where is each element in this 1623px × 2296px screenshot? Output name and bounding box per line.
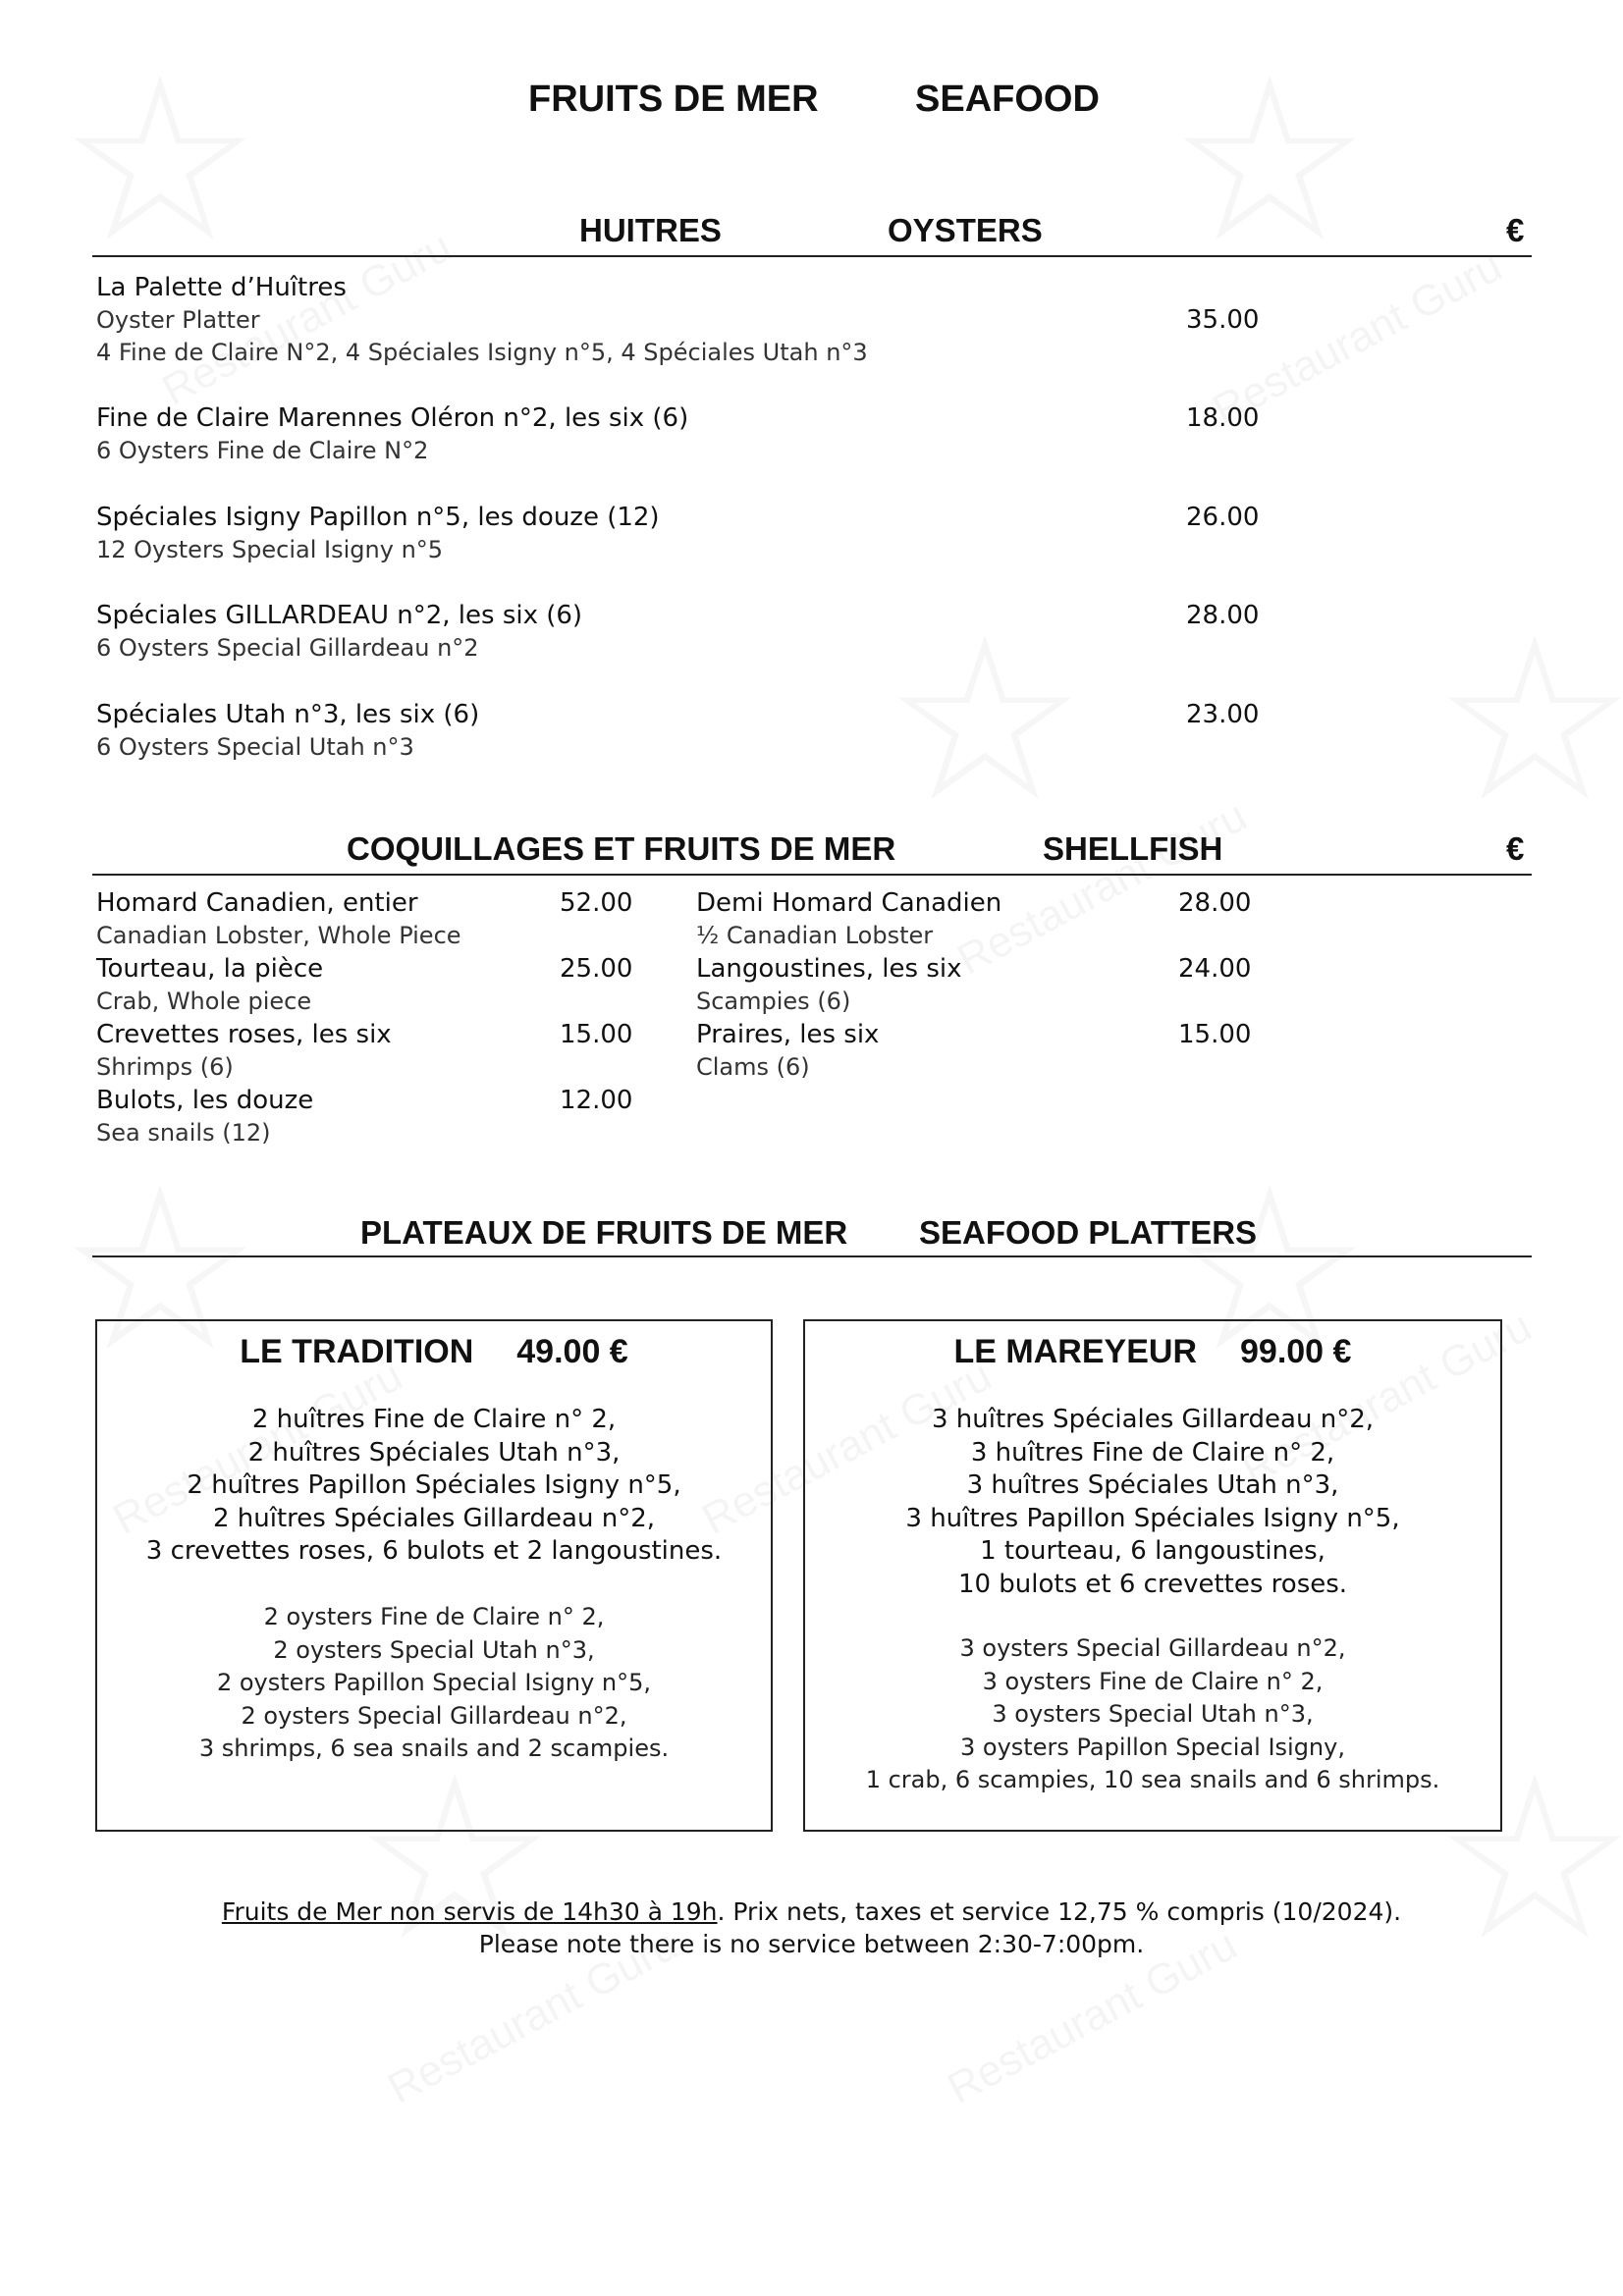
platters-heading-fr: PLATEAUX DE FRUITS DE MER	[360, 1214, 848, 1251]
item-price: 15.00	[1178, 1020, 1252, 1049]
platter-line: 2 oysters Fine de Claire n° 2,	[263, 1603, 605, 1630]
platter-price: 99.00 €	[1240, 1333, 1352, 1370]
section-divider	[92, 255, 1532, 257]
shellfish-heading-fr: COQUILLAGES ET FRUITS DE MER	[347, 830, 896, 867]
menu-item	[696, 1018, 879, 1084]
menu-item	[96, 401, 688, 467]
platter-line: 3 oysters Papillon Special Isigny,	[960, 1733, 1345, 1761]
platter-contents-fr	[97, 1404, 771, 1569]
platter-line: 2 oysters Special Gillardeau n°2,	[241, 1701, 627, 1730]
item-name: La Palette d’Huîtres	[96, 273, 347, 302]
menu-item	[96, 599, 582, 665]
item-price: 23.00	[1186, 700, 1260, 729]
item-name: Homard Canadien, entier	[96, 888, 418, 918]
platter-line: 2 huîtres Spéciales Gillardeau n°2,	[212, 1503, 656, 1533]
platter-line: 2 huîtres Fine de Claire n° 2,	[251, 1405, 617, 1434]
item-name: Bulots, les douze	[96, 1086, 314, 1115]
platter-line: 1 tourteau, 6 langoustines,	[980, 1536, 1325, 1566]
oysters-heading-fr: HUITRES	[579, 212, 722, 248]
item-subtitle: 12 Oysters Special Isigny n°5	[96, 536, 444, 563]
item-name: Spéciales Isigny Papillon n°5, les douze (12)	[96, 503, 660, 532]
platter-line: 3 huîtres Papillon Spéciales Isigny n°5,	[905, 1503, 1400, 1533]
item-subtitle: Scampies (6)	[696, 988, 851, 1015]
item-price: 25.00	[560, 954, 633, 984]
item-subtitle: Oyster Platter	[96, 306, 260, 334]
item-price: 26.00	[1186, 503, 1260, 532]
item-name: Tourteau, la pièce	[96, 954, 324, 984]
item-name: Praires, les six	[696, 1020, 880, 1049]
item-name: Crevettes roses, les six	[96, 1020, 392, 1049]
page-title-en: SEAFOOD	[915, 79, 1100, 120]
menu-item	[96, 1084, 313, 1149]
watermark-star-icon	[1168, 49, 1371, 275]
menu-item	[96, 952, 323, 1018]
platter-line: 2 oysters Papillon Special Isigny n°5,	[216, 1669, 652, 1696]
item-subtitle: 6 Oysters Special Utah n°3	[96, 733, 414, 761]
menu-item	[96, 271, 868, 369]
platter-contents-en	[805, 1632, 1500, 1797]
platter-line: 3 oysters Fine de Claire n° 2,	[982, 1667, 1324, 1695]
menu-item	[96, 1018, 392, 1084]
page-title-fr: FRUITS DE MER	[528, 79, 819, 120]
footer-hours-notice: Fruits de Mer non servis de 14h30 à 19h	[221, 1897, 718, 1926]
menu-item	[96, 698, 479, 764]
platter-line: 3 shrimps, 6 sea snails and 2 scampies.	[198, 1735, 670, 1762]
platter-line: 10 bulots et 6 crevettes roses.	[957, 1569, 1348, 1599]
platters-heading-en: SEAFOOD PLATTERS	[919, 1214, 1258, 1251]
item-subtitle: Sea snails (12)	[96, 1119, 271, 1147]
item-subtitle: ½ Canadian Lobster	[696, 922, 934, 949]
item-price: 35.00	[1186, 305, 1260, 335]
watermark-star-icon	[1434, 609, 1623, 834]
platter-line: 2 oysters Special Utah n°3,	[273, 1635, 595, 1664]
watermark-star-icon	[59, 49, 261, 275]
item-subtitle: Canadian Lobster, Whole Piece	[96, 922, 461, 949]
footer-english-notice: Please note there is no service between 2:30-7:00pm.	[478, 1930, 1145, 1958]
menu-item	[96, 501, 660, 566]
platter-line: 3 huîtres Fine de Claire n° 2,	[970, 1437, 1335, 1468]
item-price: 28.00	[1178, 888, 1252, 918]
section-divider	[92, 874, 1532, 876]
item-name: Demi Homard Canadien	[696, 888, 1002, 918]
platter-card-tradition	[95, 1319, 773, 1832]
item-name: Spéciales GILLARDEAU n°2, les six (6)	[96, 601, 583, 630]
item-price: 18.00	[1186, 403, 1260, 433]
currency-label: €	[1506, 212, 1525, 248]
platter-line: 3 huîtres Spéciales Gillardeau n°2,	[931, 1405, 1375, 1434]
platter-card-mareyeur	[803, 1319, 1502, 1832]
platter-line: 2 huîtres Spéciales Utah n°3,	[247, 1437, 621, 1468]
platter-line: 2 huîtres Papillon Spéciales Isigny n°5,	[187, 1470, 681, 1500]
platter-line: 3 crevettes roses, 6 bulots et 2 langoustines.	[145, 1536, 723, 1566]
platter-line: 3 oysters Special Utah n°3,	[992, 1700, 1314, 1728]
platter-price: 49.00 €	[516, 1333, 628, 1370]
item-price: 52.00	[560, 888, 633, 918]
platter-name: LE TRADITION	[240, 1333, 474, 1370]
footer-note	[0, 1896, 1623, 1960]
footer-price-notice: . Prix nets, taxes et service 12,75 % compris (10/2024).	[717, 1897, 1402, 1926]
item-price: 28.00	[1186, 601, 1260, 630]
item-name: Spéciales Utah n°3, les six (6)	[96, 700, 480, 729]
item-name: Langoustines, les six	[696, 954, 962, 984]
item-subtitle: 6 Oysters Special Gillardeau n°2	[96, 634, 479, 662]
shellfish-heading-en: SHELLFISH	[1043, 830, 1223, 867]
item-subtitle: Shrimps (6)	[96, 1053, 234, 1081]
oysters-heading-en: OYSTERS	[888, 212, 1043, 248]
menu-item	[96, 886, 461, 952]
item-subtitle: Clams (6)	[696, 1053, 810, 1081]
item-price: 24.00	[1178, 954, 1252, 984]
platter-contents-fr	[805, 1404, 1500, 1601]
item-price: 15.00	[560, 1020, 633, 1049]
item-name: Fine de Claire Marennes Oléron n°2, les six (6)	[96, 403, 689, 433]
watermark-star-icon	[884, 609, 1086, 834]
platter-name: LE MAREYEUR	[953, 1333, 1197, 1370]
item-subtitle: 6 Oysters Fine de Claire N°2	[96, 437, 429, 464]
menu-item	[696, 952, 962, 1018]
platter-line: 3 huîtres Spéciales Utah n°3,	[966, 1470, 1339, 1500]
platter-line: 1 crab, 6 scampies, 10 sea snails and 6 shrimps.	[865, 1766, 1440, 1793]
item-price: 12.00	[560, 1086, 633, 1115]
section-divider	[92, 1255, 1532, 1257]
platter-line: 3 oysters Special Gillardeau n°2,	[959, 1634, 1346, 1662]
item-subtitle: Crab, Whole piece	[96, 988, 312, 1015]
platter-contents-en	[97, 1601, 771, 1766]
currency-label: €	[1506, 830, 1525, 867]
menu-item	[696, 886, 1001, 952]
item-description: 4 Fine de Claire N°2, 4 Spéciales Isigny n°5, 4 Spéciales Utah n°3	[96, 339, 868, 366]
